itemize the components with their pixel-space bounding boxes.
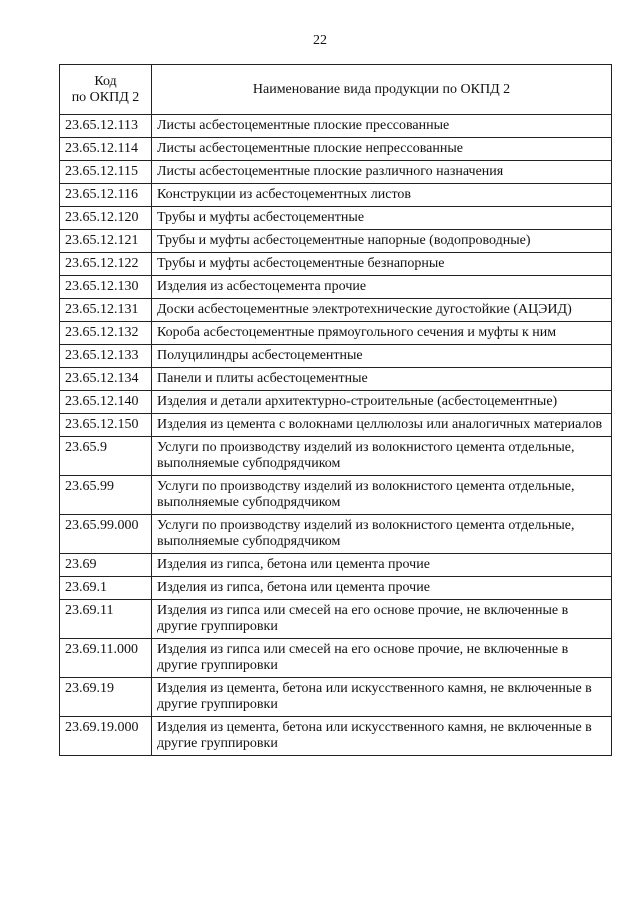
table-row [60,717,612,756]
row-name: Изделия из цемента с волокнами целлюлозы или аналогичных материалов [152,414,612,437]
row-code: 23.65.9 [60,437,152,476]
row-name: Услуги по производству изделий из волокнистого цемента отдельные, выполняемые субподрядчиком [152,476,612,515]
row-name: Изделия из гипса или смесей на его основе прочие, не включенные в другие группировки [152,639,612,678]
row-name: Изделия из гипса или смесей на его основе прочие, не включенные в другие группировки [152,600,612,639]
row-name: Трубы и муфты асбестоцементные напорные (водопроводные) [152,230,612,253]
row-code: 23.69 [60,554,152,577]
table-row [60,322,612,345]
row-code: 23.65.12.121 [60,230,152,253]
row-code: 23.65.99 [60,476,152,515]
row-code: 23.65.12.133 [60,345,152,368]
row-name: Изделия и детали архитектурно-строительные (асбестоцементные) [152,391,612,414]
table-row [60,437,612,476]
row-code: 23.69.19 [60,678,152,717]
row-name: Изделия из цемента, бетона или искусственного камня, не включенные в другие группировки [152,717,612,756]
row-name: Листы асбестоцементные плоские непрессованные [152,138,612,161]
table-row [60,299,612,322]
header-code-line2: по ОКПД 2 [71,89,140,105]
row-name: Изделия из цемента, бетона или искусственного камня, не включенные в другие группировки [152,678,612,717]
table-row [60,678,612,717]
row-code: 23.65.12.132 [60,322,152,345]
row-code: 23.65.12.115 [60,161,152,184]
row-code: 23.65.12.130 [60,276,152,299]
header-name: Наименование вида продукции по ОКПД 2 [152,65,612,115]
row-code: 23.69.11 [60,600,152,639]
table-row [60,414,612,437]
row-code: 23.69.1 [60,577,152,600]
row-code: 23.65.12.120 [60,207,152,230]
header-code-line1: Код [94,73,117,89]
table-row [60,161,612,184]
row-name: Изделия из гипса, бетона или цемента прочие [152,577,612,600]
table-row [60,207,612,230]
table-row [60,115,612,138]
table-body [60,115,612,756]
row-code: 23.65.12.150 [60,414,152,437]
row-code: 23.65.99.000 [60,515,152,554]
row-name: Изделия из гипса, бетона или цемента прочие [152,554,612,577]
table-row [60,600,612,639]
row-name: Услуги по производству изделий из волокнистого цемента отдельные, выполняемые субподрядчиком [152,437,612,476]
row-code: 23.65.12.116 [60,184,152,207]
row-name: Изделия из асбестоцемента прочие [152,276,612,299]
table-row [60,639,612,678]
row-name: Листы асбестоцементные плоские различного назначения [152,161,612,184]
table-row [60,368,612,391]
page-number: 22 [313,33,327,48]
row-name: Короба асбестоцементные прямоугольного сечения и муфты к ним [152,322,612,345]
table-row [60,554,612,577]
table-row [60,138,612,161]
row-code: 23.65.12.131 [60,299,152,322]
row-name: Трубы и муфты асбестоцементные безнапорные [152,253,612,276]
table-row [60,515,612,554]
row-name: Трубы и муфты асбестоцементные [152,207,612,230]
table-row [60,276,612,299]
row-name: Полуцилиндры асбестоцементные [152,345,612,368]
row-code: 23.65.12.122 [60,253,152,276]
header-code [60,65,152,115]
row-code: 23.65.12.114 [60,138,152,161]
row-name: Конструкции из асбестоцементных листов [152,184,612,207]
row-name: Листы асбестоцементные плоские прессованные [152,115,612,138]
row-code: 23.65.12.113 [60,115,152,138]
table-header-row [60,65,612,115]
row-code: 23.69.19.000 [60,717,152,756]
row-name: Услуги по производству изделий из волокнистого цемента отдельные, выполняемые субподрядчиком [152,515,612,554]
okpd-table [59,64,612,756]
row-code: 23.65.12.134 [60,368,152,391]
row-code: 23.69.11.000 [60,639,152,678]
table-row [60,184,612,207]
table-row [60,577,612,600]
row-name: Панели и плиты асбестоцементные [152,368,612,391]
row-name: Доски асбестоцементные электротехнические дугостойкие (АЦЭИД) [152,299,612,322]
table-row [60,230,612,253]
table-row [60,253,612,276]
row-code: 23.65.12.140 [60,391,152,414]
table-row [60,391,612,414]
table-row [60,476,612,515]
table-row [60,345,612,368]
